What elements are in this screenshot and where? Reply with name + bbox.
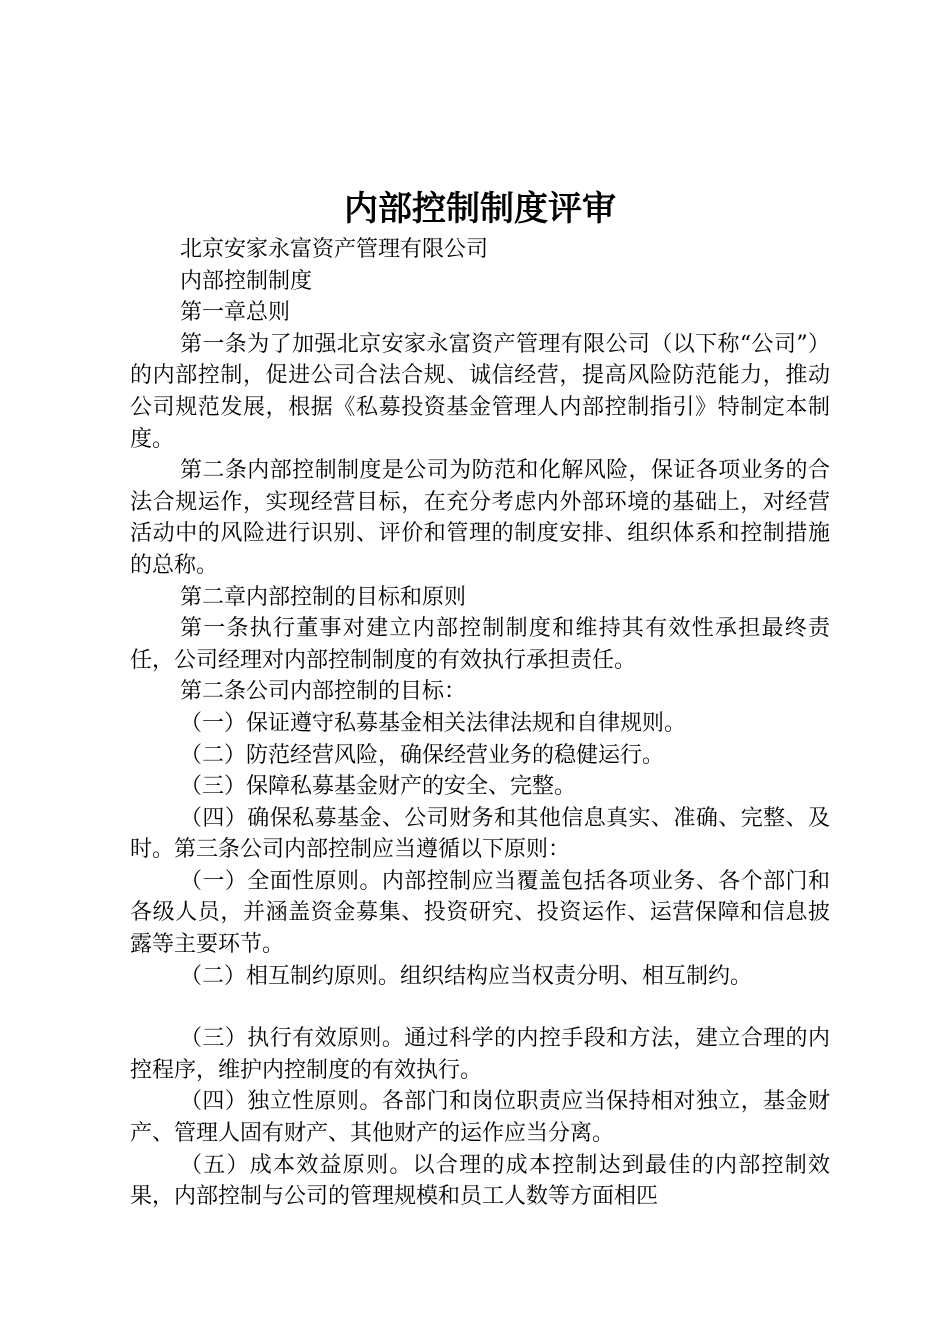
list-item: （一）保证遵守私募基金相关法律法规和自律规则。 [180, 710, 687, 736]
paragraph: 第一条为了加强北京安家永富资产管理有限公司（以下称“公司”）的内部控制，促进公司合法合规、诚信经营，提高风险防范能力，推动公司规范发展，根据《私募投资基金管理人内部控制指引》特制定本制度。 [130, 331, 830, 452]
list-item: （二）防范经营风险，确保经营业务的稳健运行。 [180, 742, 665, 768]
paragraph: 第二条内部控制制度是公司为防范和化解风险，保证各项业务的合法合规运作，实现经营目标，在充分考虑内外部环境的基础上，对经营活动中的风险进行识别、评价和管理的制度安排、组织体系和控制措施的总称。 [130, 458, 830, 578]
document-title: 内部控制制度评审 [344, 189, 616, 229]
list-item: （三）保障私募基金财产的安全、完整。 [180, 774, 577, 800]
list-item: （二）相互制约原则。组织结构应当权责分明、相互制约。 [180, 963, 753, 989]
company-name-line: 北京安家永富资产管理有限公司 [180, 237, 489, 262]
document-body [130, 234, 830, 1213]
paragraph: 第一条执行董事对建立内部控制制度和维持其有效性承担最终责任，公司经理对内部控制制度的有效执行承担责任。 [130, 616, 830, 673]
paragraph: 第二条公司内部控制的目标： [180, 679, 467, 705]
list-item: （四）确保私募基金、公司财务和其他信息真实、准确、完整、及时。第三条公司内部控制应当遵循以下原则： [130, 805, 830, 863]
list-item: （四）独立性原则。各部门和岗位职责应当保持相对独立，基金财产、管理人固有财产、其他财产的运作应当分离。 [130, 1089, 830, 1147]
list-item: （一）全面性原则。内部控制应当覆盖包括各项业务、各个部门和各级人员，并涵盖资金募集、投资研究、投资运作、运营保障和信息披露等主要环节。 [130, 868, 830, 958]
system-name-line: 内部控制制度 [180, 268, 313, 294]
chapter-heading: 第二章内部控制的目标和原则 [180, 584, 467, 610]
list-item: （五）成本效益原则。以合理的成本控制达到最佳的内部控制效果，内部控制与公司的管理规模和员工人数等方面相匹 [130, 1152, 830, 1210]
list-item: （三）执行有效原则。通过科学的内控手段和方法，建立合理的内控程序，维护内控制度的有效执行。 [130, 1026, 830, 1083]
chapter-heading: 第一章总则 [180, 300, 291, 326]
